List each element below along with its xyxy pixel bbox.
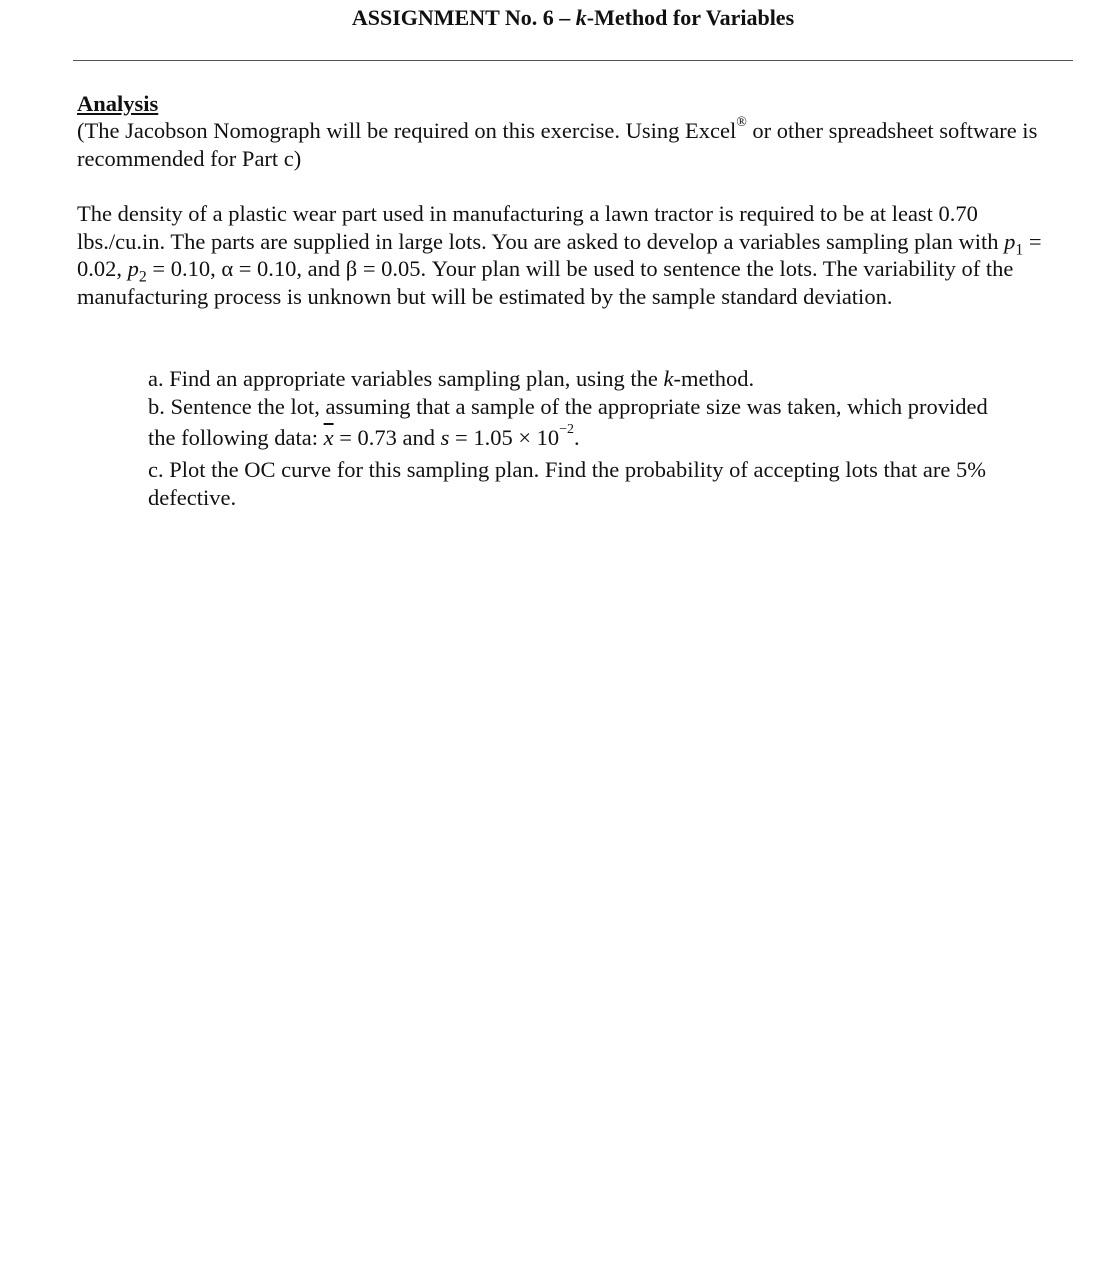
p2-subscript: 2: [138, 268, 147, 286]
s-exponent: −2: [559, 422, 575, 438]
p2-symbol: p: [127, 256, 139, 281]
p1-symbol: p: [1004, 228, 1016, 254]
p1-subscript: 1: [1015, 241, 1024, 258]
intro-text-start: (The Jacobson Nomograph will be required on this exercise. Using Excel: [77, 118, 737, 143]
p1-value: = 0.02,: [77, 228, 1042, 281]
title-suffix: -Method for Variables: [586, 5, 795, 30]
problem-text-end: = 0.10, α = 0.10, and β = 0.05. Your plan will be used to sentence the lots. The variability of the manufacturing process is unknown but will be estimated by the sample standard deviation.: [77, 256, 1014, 309]
title-k: k: [575, 5, 587, 30]
part-a: [148, 365, 1068, 393]
xbar-symbol: $\overline{x}$: [323, 425, 334, 450]
question-parts: [148, 365, 1068, 511]
part-b-end: .: [574, 425, 580, 450]
header-divider: [73, 60, 1073, 61]
title-prefix: ASSIGNMENT No. 6 –: [351, 5, 576, 30]
section-heading: Analysis: [77, 91, 159, 116]
xbar-value: = 0.73 and: [333, 425, 441, 450]
problem-text-start: The density of a plastic wear part used in manufacturing a lawn tractor is required to be at least 0.70 lbs./cu.in. The parts are supplied in large lots. You are asked to develop a variables sampling plan with: [77, 201, 1005, 254]
s-symbol: s: [440, 425, 450, 450]
page-title: [0, 4, 1098, 32]
intro-note: [77, 117, 1062, 172]
part-b-line2: [148, 420, 1068, 456]
part-a-text-end: -method.: [673, 366, 755, 391]
part-a-k: k: [663, 366, 674, 391]
s-value: = 1.05 × 10: [449, 425, 560, 450]
part-c: c. Plot the OC curve for this sampling plan. Find the probability of accepting lots that are 5% defective.: [148, 457, 986, 510]
intro-text-end: or other spreadsheet software is recommended for Part c): [77, 118, 1038, 171]
part-b-data-label: the following data:: [148, 425, 324, 450]
problem-statement: [77, 200, 1062, 310]
part-a-text-start: a. Find an appropriate variables sampling plan, using the: [148, 366, 664, 391]
registered-mark: ®: [736, 115, 747, 131]
part-b: [148, 393, 1068, 457]
part-b-line1: b. Sentence the lot, assuming that a sample of the appropriate size was taken, which provided: [148, 393, 988, 419]
